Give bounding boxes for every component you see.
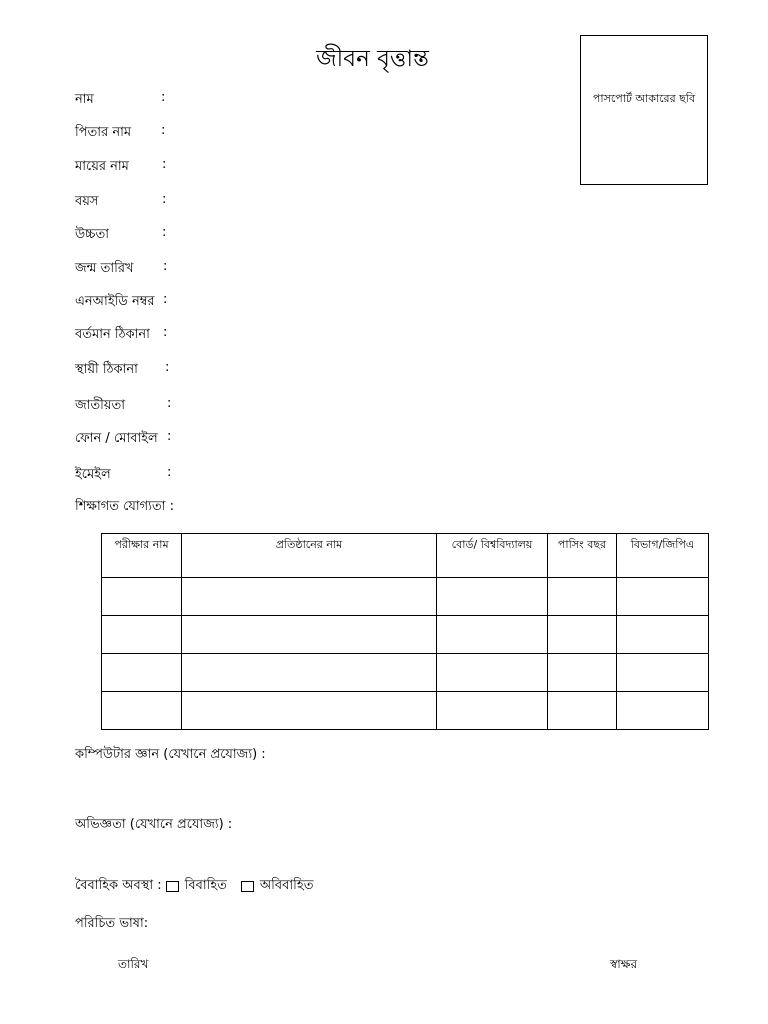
field-colon: : [163,292,168,307]
table-row [102,692,709,730]
field-label: বর্তমান ঠিকানা [75,327,150,342]
married-checkbox[interactable] [166,881,179,892]
field-colon: : [161,90,166,105]
table-cell [182,616,437,654]
table-cell [182,654,437,692]
field-colon: : [161,123,166,138]
column-header-passing-year: পাসিং বছর [548,534,617,578]
photo-box-text: পাসপোর্ট আকারের ছবি [592,92,696,105]
table-cell [548,616,617,654]
table-cell [617,578,709,616]
table-cell [102,578,182,616]
field-label: উচ্চতা [75,227,110,242]
field-colon: : [167,396,172,411]
table-cell [102,654,182,692]
field-label: স্থায়ী ঠিকানা [75,362,138,377]
field-label: এনআইডি নম্বর [75,294,155,309]
computer-skill-label: কম্পিউটার জ্ঞান (যেখানে প্রযোজ্য) : [75,747,266,762]
field-colon: : [163,325,168,340]
unmarried-option-label: অবিবাহিত [259,878,314,893]
field-colon: : [162,157,167,172]
table-row [102,654,709,692]
signature-label: স্বাক্ষর [610,957,638,971]
field-label: ফোন / মোবাইল [75,431,158,446]
table-cell [437,692,548,730]
table-cell [617,692,709,730]
table-row [102,578,709,616]
table-cell [182,692,437,730]
column-header-board: বোর্ড/ বিশ্ববিদ্যালয় [437,534,548,578]
languages-label: পরিচিত ভাষা: [75,916,149,931]
marital-status-label: বৈবাহিক অবস্থা : [75,878,162,893]
table-row [102,616,709,654]
field-colon: : [162,225,167,240]
field-colon: : [167,465,172,480]
table-cell [437,654,548,692]
column-header-exam-name: পরীক্ষার নাম [102,534,182,578]
field-label: নাম [75,92,94,107]
education-heading: শিক্ষাগত যোগ্যতা : [75,499,174,514]
table-cell [102,692,182,730]
unmarried-checkbox[interactable] [241,881,254,892]
field-label: পিতার নাম [75,125,132,140]
table-cell [617,654,709,692]
table-cell [182,578,437,616]
table-cell [617,616,709,654]
experience-label: অভিজ্ঞতা (যেখানে প্রযোজ্য) : [75,817,233,832]
field-colon: : [167,429,172,444]
column-header-institution: প্রতিষ্ঠানের নাম [182,534,437,578]
field-label: ইমেইল [75,467,111,482]
table-cell [437,616,548,654]
table-cell [548,578,617,616]
date-label: তারিখ [118,957,149,971]
field-colon: : [165,360,170,375]
field-colon: : [163,259,168,274]
field-colon: : [162,192,167,207]
field-label: জন্ম তারিখ [75,261,134,276]
table-cell [548,692,617,730]
field-label: বয়স [75,194,99,209]
table-cell [437,578,548,616]
married-option-label: বিবাহিত [184,878,227,893]
table-cell [102,616,182,654]
passport-photo-box [580,35,708,185]
page-title: জীবন বৃত্তান্ত [316,46,429,72]
table-cell [548,654,617,692]
marital-status [75,876,323,897]
education-table [101,533,709,730]
education-header-row [102,534,709,578]
field-label: মায়ের নাম [75,159,129,174]
field-label: জাতীয়তা [75,398,126,413]
column-header-division-gpa: বিভাগ/জিপিএ [617,534,709,578]
